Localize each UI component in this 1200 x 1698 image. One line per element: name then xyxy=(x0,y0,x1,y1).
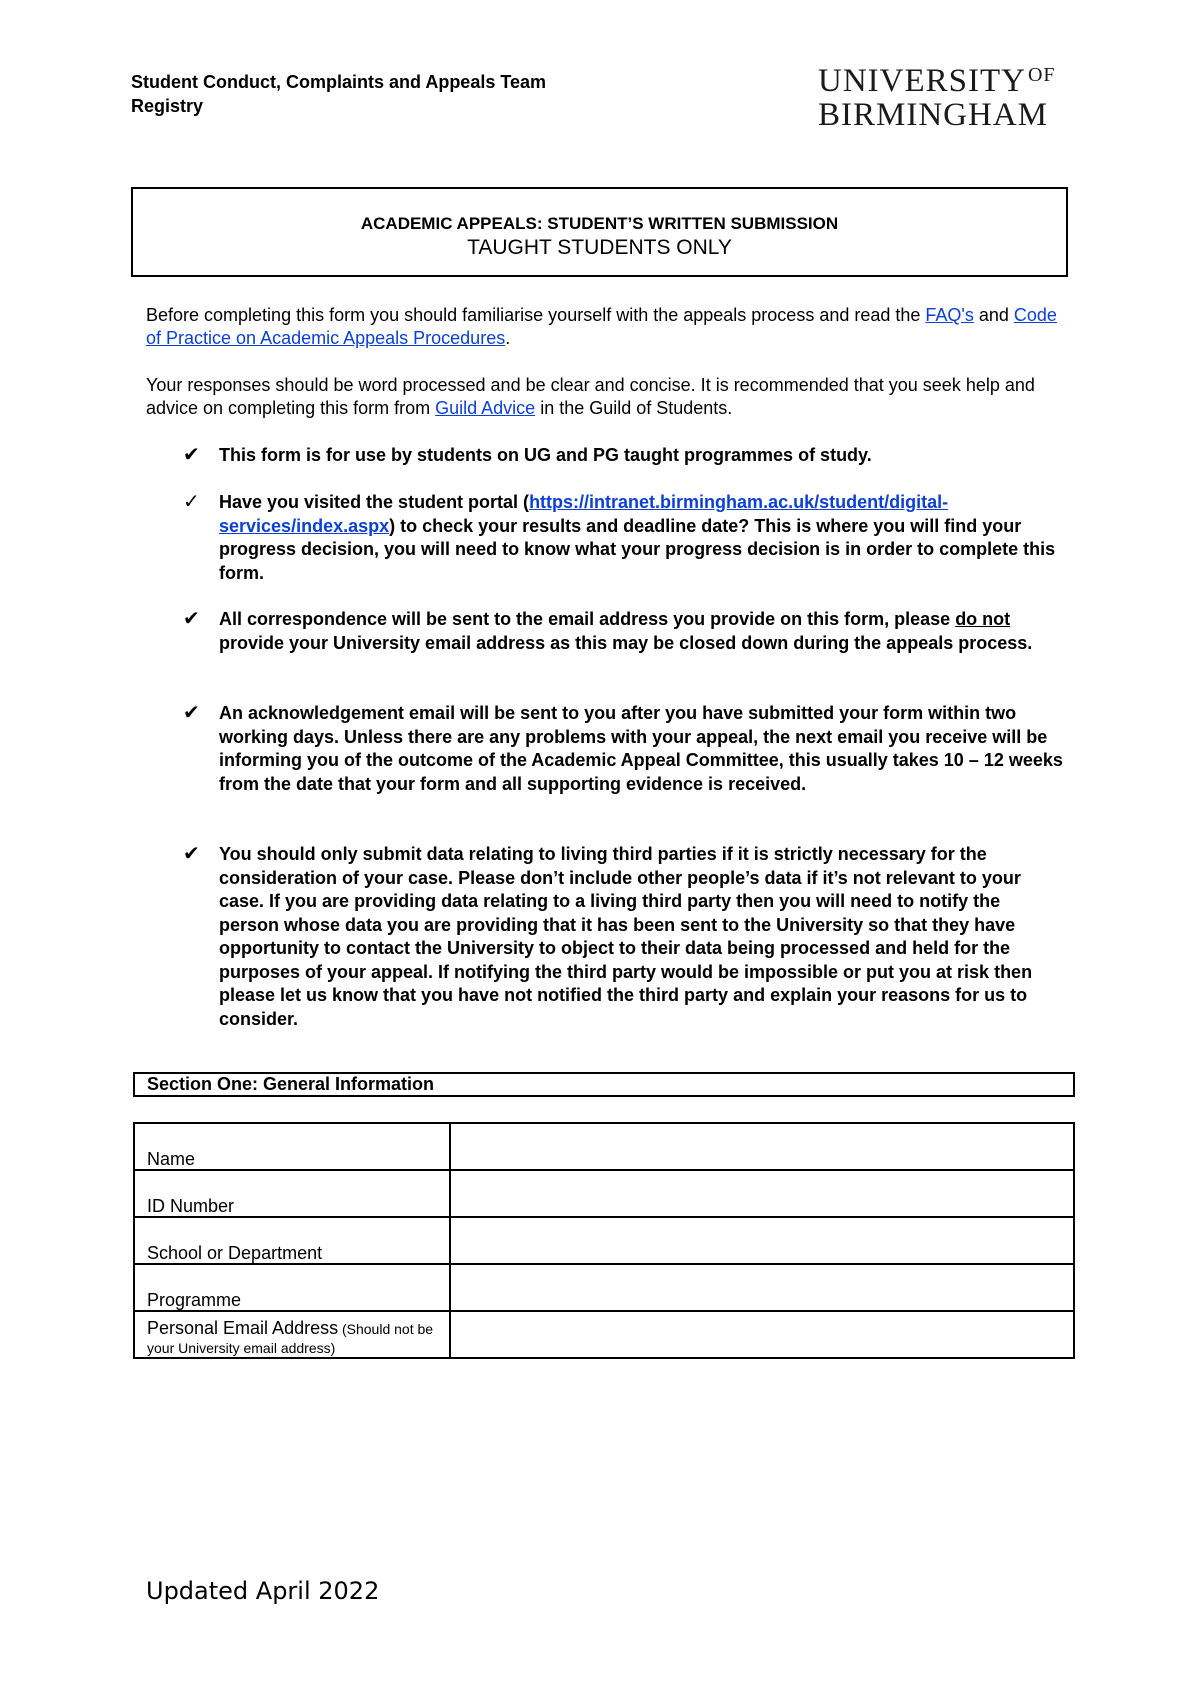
bullet-text: An acknowledgement email will be sent to you after you have submitted your form within two working days. Unless there are any problems with your appeal, the next email you receive will be informing you of the outcome of the Academic Appeal Committee, this usually takes 10 – 12 weeks from the date that your form and all supporting evidence is received. xyxy=(219,703,1063,794)
school-department-field[interactable] xyxy=(450,1217,1074,1264)
bullet-acknowledgement xyxy=(183,702,1063,796)
title-box xyxy=(131,187,1068,277)
personal-email-label xyxy=(134,1311,450,1358)
table-row xyxy=(134,1170,1074,1217)
intro-text: in the Guild of Students. xyxy=(535,398,733,418)
programme-label: Programme xyxy=(134,1264,450,1311)
check-icon: ✔ xyxy=(183,702,200,724)
team-name: Student Conduct, Complaints and Appeals Team xyxy=(131,72,547,92)
intro-paragraph-1 xyxy=(146,304,1066,350)
bullet-student-portal xyxy=(183,491,1063,585)
faq-link[interactable]: FAQ's xyxy=(925,305,974,325)
bullet-text-part: provide your University email address as this may be closed down during the appeals process. xyxy=(219,632,1033,653)
bullet-text xyxy=(219,491,1063,585)
id-number-label: ID Number xyxy=(134,1170,450,1217)
logo-line1: UNIVERSITY xyxy=(818,63,1026,99)
form-title: ACADEMIC APPEALS: STUDENT’S WRITTEN SUBMISSION xyxy=(360,214,839,233)
table-row xyxy=(134,1217,1074,1264)
check-icon: ✔ xyxy=(183,444,200,466)
bullet-text-emphasis: do not xyxy=(955,609,1011,629)
intro-paragraph-2 xyxy=(146,374,1066,420)
table-row xyxy=(134,1264,1074,1311)
programme-field[interactable] xyxy=(450,1264,1074,1311)
unit-name: Registry xyxy=(131,96,204,116)
general-information-table xyxy=(133,1122,1075,1359)
bullet-text: This form is for use by students on UG and PG taught programmes of study. xyxy=(219,445,872,465)
check-icon: ✔ xyxy=(183,843,200,865)
name-label: Name xyxy=(134,1123,450,1170)
form-subtitle: TAUGHT STUDENTS ONLY xyxy=(467,236,732,259)
school-department-label: School or Department xyxy=(134,1217,450,1264)
intro-text: and xyxy=(973,305,1014,325)
university-logo xyxy=(818,64,1056,132)
bullet-text xyxy=(219,608,1063,655)
team-header xyxy=(131,70,546,118)
bullet-correspondence xyxy=(183,608,1063,655)
section-one-heading: Section One: General Information xyxy=(133,1072,1075,1097)
guild-advice-link[interactable]: Guild Advice xyxy=(435,398,536,418)
intro-text: Your responses should be word processed and be clear and concise. It is recommended that you seek help and advice on completing this form from xyxy=(146,375,1035,418)
code-of-practice-link[interactable]: Code of Practice on Academic Appeals Procedures xyxy=(146,305,1057,348)
table-row xyxy=(134,1123,1074,1170)
bullet-text: You should only submit data relating to living third parties if it is strictly necessary for the consideration of your case. Please don’t include other people’s data if it’s not relevant to your case. If you are providing data relating to a living third party then you will need to notify the person whose data you are providing that it has been sent to the University so that they have opportunity to contact the University to object to their data being processed and held for the purposes of your appeal. If notifying the third party would be impossible or put you at risk then please let us know that you have not notified the third party and explain your reasons for us to consider. xyxy=(219,844,1033,1029)
intro-text: . xyxy=(505,328,511,348)
bullet-taught-programmes xyxy=(183,444,1063,468)
personal-email-label-text: Personal Email Address xyxy=(147,1318,339,1338)
check-icon: ✔ xyxy=(183,608,200,630)
personal-email-field[interactable] xyxy=(450,1311,1074,1358)
logo-line2: BIRMINGHAM xyxy=(818,97,1049,133)
bullet-text-part: All correspondence will be sent to the email address you provide on this form, please xyxy=(219,609,956,629)
intro-text: Before completing this form you should familiarise yourself with the appeals process and read the xyxy=(146,305,926,325)
bullet-third-party-data xyxy=(183,843,1063,1031)
updated-date: Updated April 2022 xyxy=(146,1577,380,1605)
bullet-text-part: ) to check your results and deadline date? This is where you will find your progress decision, you will need to know what your progress decision is in order to complete this form. xyxy=(219,515,1056,583)
name-field[interactable] xyxy=(450,1123,1074,1170)
student-portal-link[interactable]: https://intranet.birmingham.ac.uk/student/digital-services/index.aspx xyxy=(219,492,949,536)
id-number-field[interactable] xyxy=(450,1170,1074,1217)
personal-email-note: (Should not be your University email address) xyxy=(147,1321,434,1356)
check-icon: ✓ xyxy=(183,491,200,513)
table-row xyxy=(134,1311,1074,1358)
logo-of: OF xyxy=(1027,64,1056,86)
bullet-text-part: Have you visited the student portal ( xyxy=(219,492,530,512)
